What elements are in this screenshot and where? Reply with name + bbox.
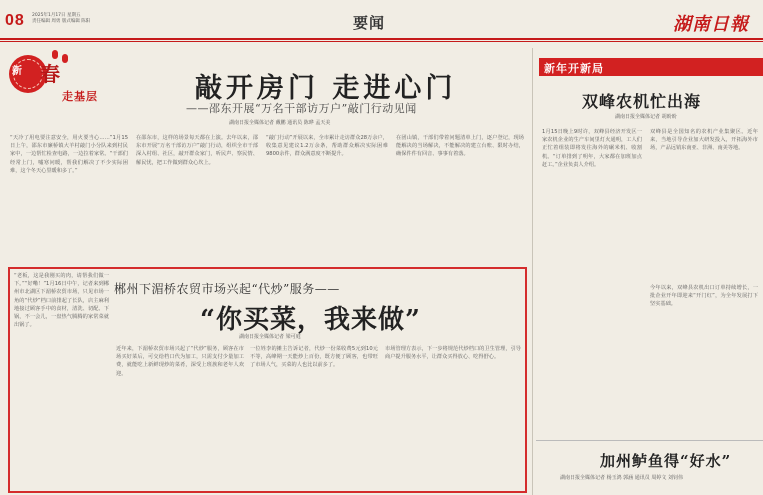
main-column-1: “天冷了用电要注意安全，用火要当心……”1月15日上午，邵东市廉桥镇大羊村敲门小分队来到村民家中，一边帮忙检查电路，一边拉着家常。“干部们经常上门，嘘寒问暖，帮我们解决了不少实际困难，这个冬天心里暖和多了。” [10, 135, 128, 174]
box-headline: 郴州下湄桥农贸市场兴起“代炒”服务—— [114, 282, 340, 296]
page-number: 08 [5, 12, 25, 29]
right-column-3: 今年以来，双峰县农机出口订单持续增长，一批企业开年即迎来“开门红”，为全年发展打下坚实基础。 [650, 285, 758, 308]
box-main-title: “你买菜，我来做” [200, 305, 421, 335]
right-headline-2: 加州鲈鱼得“好水” [600, 452, 732, 470]
right-column-2: 双峰县是全国知名的农机产业集聚区。近年来，当地引导企业加大研发投入，开拓海外市场，产品远销东南亚、非洲、南美等地。 [650, 129, 758, 152]
right-divider [536, 440, 763, 441]
section-title: 要闻 [353, 14, 386, 32]
badge-big-char: 春 [40, 62, 60, 86]
column-divider [532, 48, 533, 495]
date-line: 2025年1月17日 星期五 [32, 13, 81, 18]
main-column-2: 在邵东市，这样的场景每天都在上演。去年以来，邵东市开展“万名干部访万户”敲门行动，组织全市干部深入村组、社区，敲开群众家门，听民声、察民情、解民忧，把工作做到群众心坎上。 [136, 135, 258, 166]
right-column-1: 1月15日晚上9时许，双峰县经济开发区一家农机企业的生产车间里灯火通明，工人们正忙着组装即将发往海外的碾米机、收割机。“订单排到了明年，大家都在加班加点赶工。”企业负责人介绍。 [542, 129, 642, 168]
lantern-icon [62, 54, 68, 63]
badge-circle-char: 新 [12, 66, 22, 77]
box-column-2: 近年来，下湄桥农贸市场兴起了“代炒”服务，顾客在市场买好菜后，可交给档口代为加工，只需支付少量加工费，就能吃上新鲜现炒的菜肴，深受上班族和老年人欢迎。 [116, 346, 244, 377]
newspaper-logo: 湖南日報 [673, 14, 749, 35]
column-title: 走基层 [62, 90, 98, 103]
main-subhead: ——邵东开展“万名干部访万户”敲门行动见闻 [186, 102, 417, 115]
box-column-3: 一位姓李的摊主告诉记者，代炒一份菜收费5元到10元不等，高峰期一天能炒上百份，既方便了顾客，也带旺了市场人气，买菜的人也比以前多了。 [250, 346, 378, 369]
main-headline: 敲开房门 走进心门 [195, 73, 457, 104]
banner-label: 新年开新局 [544, 62, 604, 75]
masthead-date [32, 13, 90, 25]
main-column-4: 在团山镇，干部们带着问题清单上门，逐户登记，现场能解决的当场解决，不能解决的建立台账、限时办结，确保件件有回音、事事有着落。 [396, 135, 524, 158]
box-byline: 湖南日报全媒体记者 梁可庭 [239, 334, 301, 340]
box-column-4: 市场管理方表示，下一步将规范代炒档口的卫生管理，引导商户提升服务水平，让群众买得放心、吃得舒心。 [385, 346, 521, 361]
main-column-3: “敲门行动”开展以来，全市累计走访群众28万余户，收集意见建议1.2万余条，帮助群众解决实际困难9800余件，群众满意度不断提升。 [266, 135, 388, 158]
main-byline: 湖南日报全媒体记者 戴鹏 通讯员 陈晔 孟天美 [229, 120, 331, 126]
masthead-rule-thin [0, 41, 763, 42]
lantern-icon [52, 50, 58, 59]
editor-line: 责任编辑 周勇 版式编辑 陈阳 [32, 19, 91, 24]
right-byline: 湖南日报全媒体记者 胡盼盼 [615, 114, 677, 120]
right-headline: 双峰农机忙出海 [582, 92, 702, 111]
box-column-1: “老板，这是我刚买的肉，请帮我们做一下。”“好嘞！”1月16日中午，记者来到郴州市北湖区下湄桥农贸市场，只见市场一角的“代炒”档口前排起了长队，店主麻利地接过顾客手中的食材，清洗、切配、下锅，不一会儿，一盘热气腾腾的家常菜就出锅了。 [14, 273, 109, 329]
right-byline-2: 湖南日报全媒体记者 杨玉鸿 郭涵 通讯员 周婷文 刘钊伟 [560, 475, 683, 481]
masthead-rule [0, 38, 763, 40]
